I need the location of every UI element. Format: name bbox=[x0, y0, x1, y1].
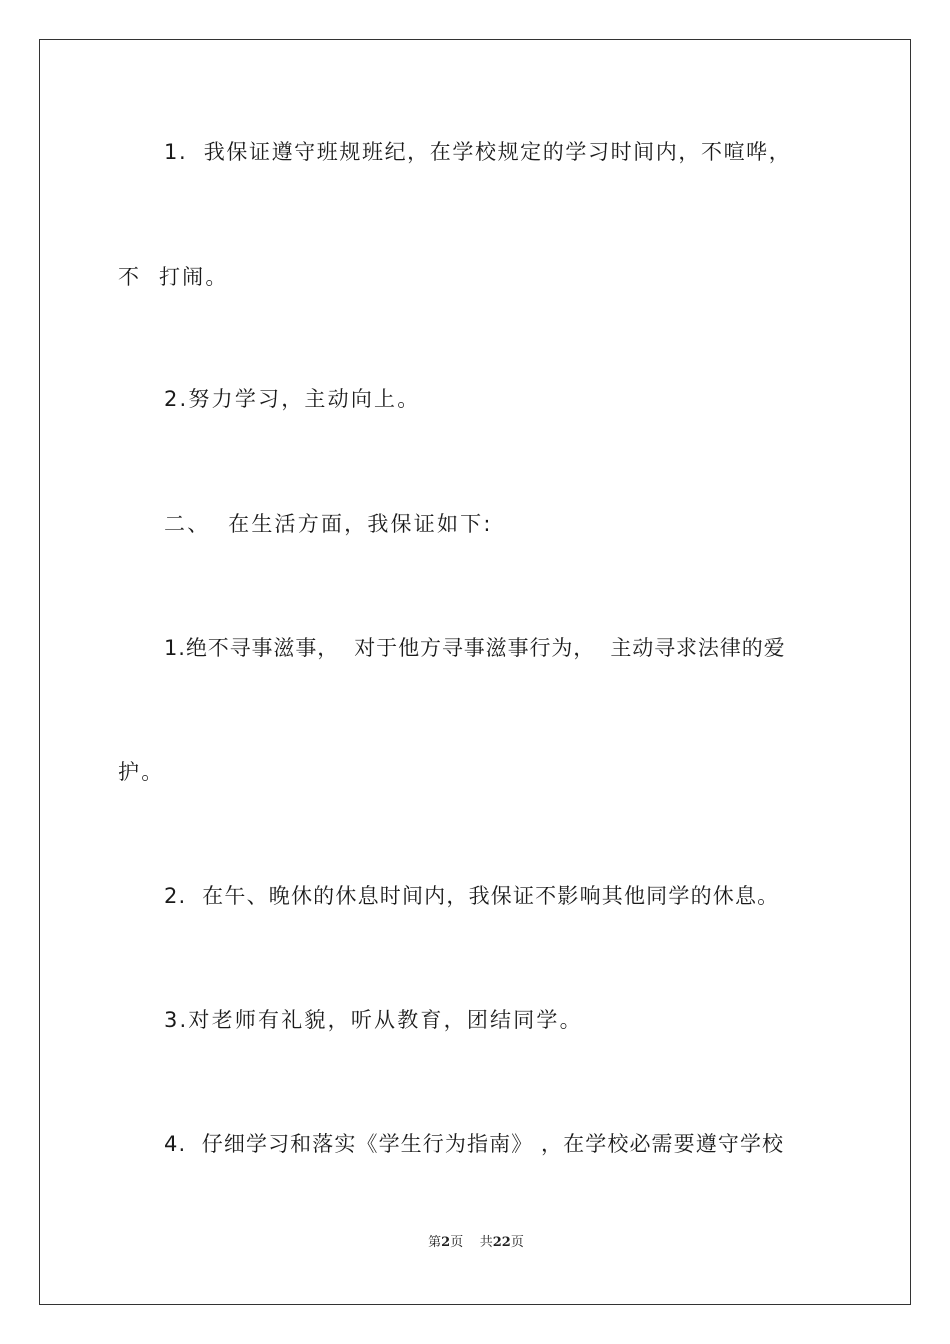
text-line-6: 护。 bbox=[118, 760, 165, 784]
text-line-9: 4. 仔细学习和落实《学生行为指南》 ，在学校必需要遵守学校 bbox=[164, 1132, 785, 1156]
text-line-1: 1. 我保证遵守班规班纪，在学校规定的学习时间内，不喧哗， bbox=[164, 140, 792, 164]
footer-page-prefix: 第 bbox=[428, 1235, 442, 1250]
section-heading-life: 二、 在生活方面，我保证如下: bbox=[164, 512, 493, 536]
text-line-5: 1.绝不寻事滋事， 对于他方寻事滋事行为， 主动寻求法律的爱 bbox=[164, 636, 786, 660]
footer-page-number: 2 bbox=[441, 1235, 451, 1250]
document-page bbox=[39, 39, 911, 1305]
footer-total-prefix: 共 bbox=[479, 1235, 493, 1250]
text-line-2: 不 打闹。 bbox=[118, 265, 229, 289]
text-line-3: 2.努力学习，主动向上。 bbox=[164, 387, 421, 411]
footer-page-suffix: 页 bbox=[450, 1235, 464, 1250]
footer-total-pages: 22 bbox=[492, 1235, 511, 1250]
text-line-7: 2. 在午、晚休的休息时间内，我保证不影响其他同学的休息。 bbox=[164, 884, 780, 908]
text-line-8: 3.对老师有礼貌，听从教育，团结同学。 bbox=[164, 1008, 583, 1032]
footer-total-suffix: 页 bbox=[510, 1235, 524, 1250]
page-footer bbox=[40, 1234, 912, 1252]
